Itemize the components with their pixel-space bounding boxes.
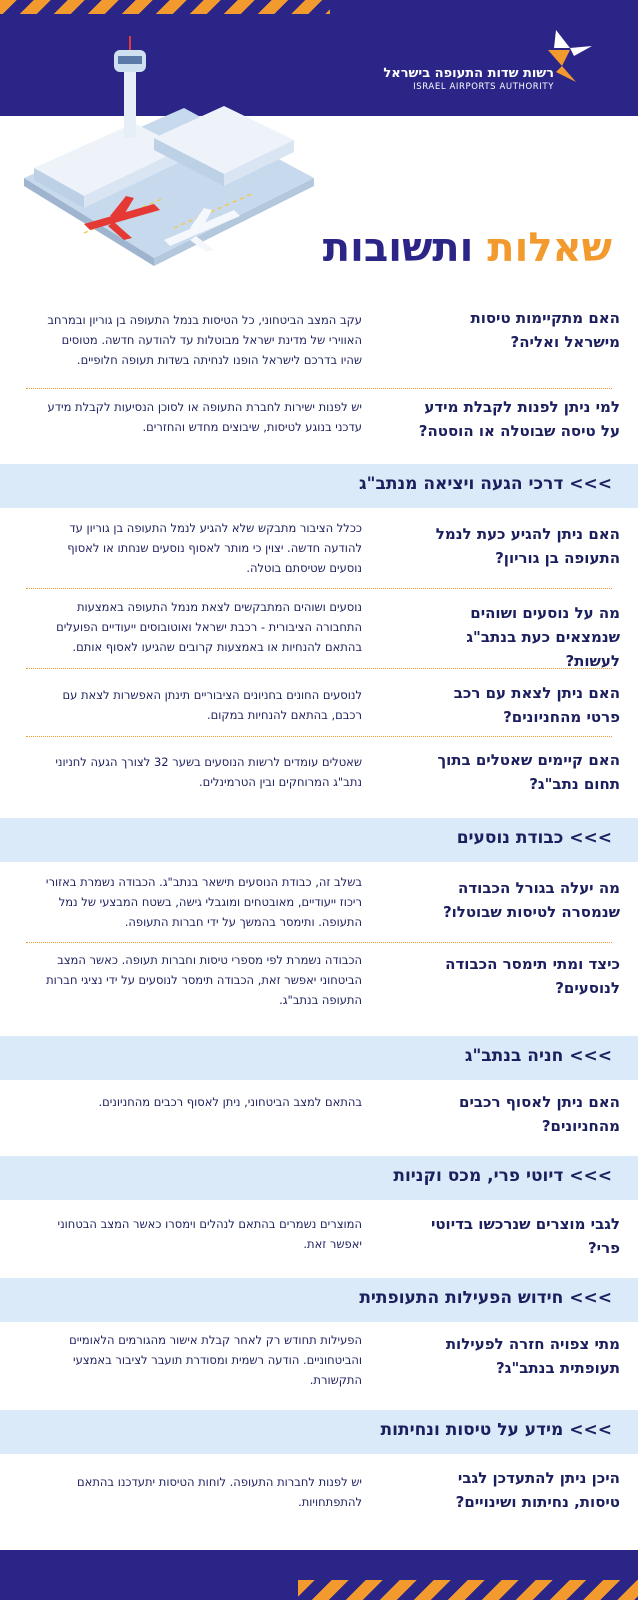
divider — [26, 942, 612, 943]
divider — [26, 388, 612, 389]
section-header — [0, 1410, 638, 1454]
header-stripes — [0, 0, 330, 14]
title-part-1: שאלות — [487, 225, 612, 271]
title-part-2: ותשובות — [322, 225, 474, 271]
page-title — [323, 225, 612, 271]
section-title: >>> דיוטי פרי, מכס וקניות — [393, 1166, 612, 1186]
section-header — [0, 1036, 638, 1080]
section-header — [0, 818, 638, 862]
section-title: >>> מידע על טיסות ונחיתות — [380, 1420, 612, 1440]
answer: הכבודה נשמרת לפי מספרי טיסות וחברות תעופה. כאשר המצב הביטחוני יאפשר זאת, הכבודה תימסר לנוסעים על ידי נציגי חברות התעופה בנתב"ג. — [46, 953, 362, 1007]
answer: המוצרים נשמרים בהתאם לנהלים וימסרו כאשר המצב הבטחוני יאפשר זאת. — [57, 1217, 362, 1251]
section-title: >>> דרכי הגעה ויציאה מנתב"ג — [359, 474, 612, 494]
answer: נוסעים ושוהים המתבקשים לצאת מנמל התעופה באמצעות התחבורה הציבורית - רכבת ישראל ואוטובוסים ייעודיים הפועלים בהתאם להנחיות או באמצעות קרובים שהגיעו לאסוף אותם. — [56, 600, 362, 654]
answer: הפעילות תחודש רק לאחר קבלת אישור מהגורמים הלאומיים והביטחוניים. הודעה רשמית ומסודרת תועבר לציבור באמצעי התקשורת. — [69, 1333, 362, 1387]
section-title: >>> כבודת נוסעים — [456, 828, 612, 848]
answer: בשלב זה, כבודת הנוסעים תישאר בנתב"ג. הכבודה נשמרת באזורי ריכוז ייעודיים, מאובטחים ומוגבלי גישה, בשטח המבצעי של נמל התעופה. ותימסר בהמשך על ידי חברות התעופה. — [45, 875, 362, 929]
answer: בהתאם למצב הביטחוני, ניתן לאסוף רכבים מהחניונים. — [98, 1095, 362, 1109]
footer-bar — [0, 1550, 638, 1600]
answer: ככלל הציבור מתבקש שלא להגיע לנמל התעופה בן גוריון עד להודעה חדשה. יצוין כי מותר לאסוף נוסעים שנחתו או לאסוף נוסעים שטיסתם בוטלה. — [67, 521, 362, 575]
qa-item — [0, 395, 638, 455]
divider — [26, 736, 612, 737]
logo-hebrew-text: רשות שדות התעופה בישראל — [383, 66, 554, 81]
question: מה יעלה בגורל הכבודה שנמסרה לטיסות שבוטלו? — [442, 879, 620, 921]
answer: לנוסעים החונים בחניונים הציבוריים תינתן האפשרות לצאת עם רכבם, בהתאם להנחיות במקום. — [62, 688, 362, 722]
divider — [26, 668, 612, 669]
question: מה על נוסעים ושוהים שנמצאים כעת בנתב"ג לעשות? — [466, 604, 620, 670]
section-header — [0, 1278, 638, 1322]
question: האם ניתן לאסוף רכבים מהחניונים? — [459, 1093, 620, 1135]
question: לגבי מוצרים שנרכשו בדיוטי פרי? — [430, 1215, 620, 1257]
section-title: >>> חידוש הפעילות התעופתית — [359, 1288, 612, 1308]
airport-illustration — [14, 28, 324, 268]
answer: שאטלים עומדים לרשות הנוסעים בשער 32 לצורך הגעה לחניוני נתב"ג המרוחקים ובין הטרמינלים. — [55, 755, 362, 789]
qa-item — [0, 300, 638, 380]
section-header — [0, 464, 638, 508]
footer-stripes — [298, 1580, 638, 1600]
section-header — [0, 1156, 638, 1200]
question: האם ניתן לצאת עם רכב פרטי מהחניונים? — [453, 684, 620, 726]
question: כיצד ומתי תימסר הכבודה לנוסעים? — [445, 955, 620, 997]
logo-english-text: ISRAEL AIRPORTS AUTHORITY — [413, 82, 554, 92]
answer: עקב המצב הביטחוני, כל הטיסות בנמל התעופה בן גוריון ובמרחב האווירי של מדינת ישראל מבוטלות עד להודעה חדשה. מטוסים שהיו בדרכם לישראל הופנו לנחיתה בשדות תעופה חלופיים. — [47, 313, 362, 367]
iaa-logo — [376, 26, 616, 96]
question: למי ניתן לפנות לקבלת מידע על טיסה שבוטלה או הוסטה? — [418, 398, 620, 440]
section-title: >>> חניה בנתב"ג — [464, 1046, 612, 1066]
question: האם קיימים שאטלים בתוך תחום נתב"ג? — [437, 751, 620, 793]
question: האם מתקיימות טיסות מישראל ואליה? — [470, 309, 620, 351]
question: מתי צפויה חזרה לפעילות תעופתית בנתב"ג? — [445, 1335, 620, 1377]
divider — [26, 588, 612, 589]
question: האם ניתן להגיע כעת לנמל התעופה בן גוריון? — [435, 525, 620, 567]
answer: יש לפנות ישירות לחברת התעופה או לסוכן הנסיעות לקבלת מידע עדכני בנוגע לטיסות, שיבוצים מחדש והחזרים. — [47, 400, 362, 434]
answer: יש לפנות לחברות התעופה. לוחות הטיסות יתעדכנו בהתאם להתפתחויות. — [77, 1475, 362, 1509]
question: היכן ניתן להתעדכן לגבי טיסות, נחיתות ושינויים? — [455, 1469, 620, 1511]
